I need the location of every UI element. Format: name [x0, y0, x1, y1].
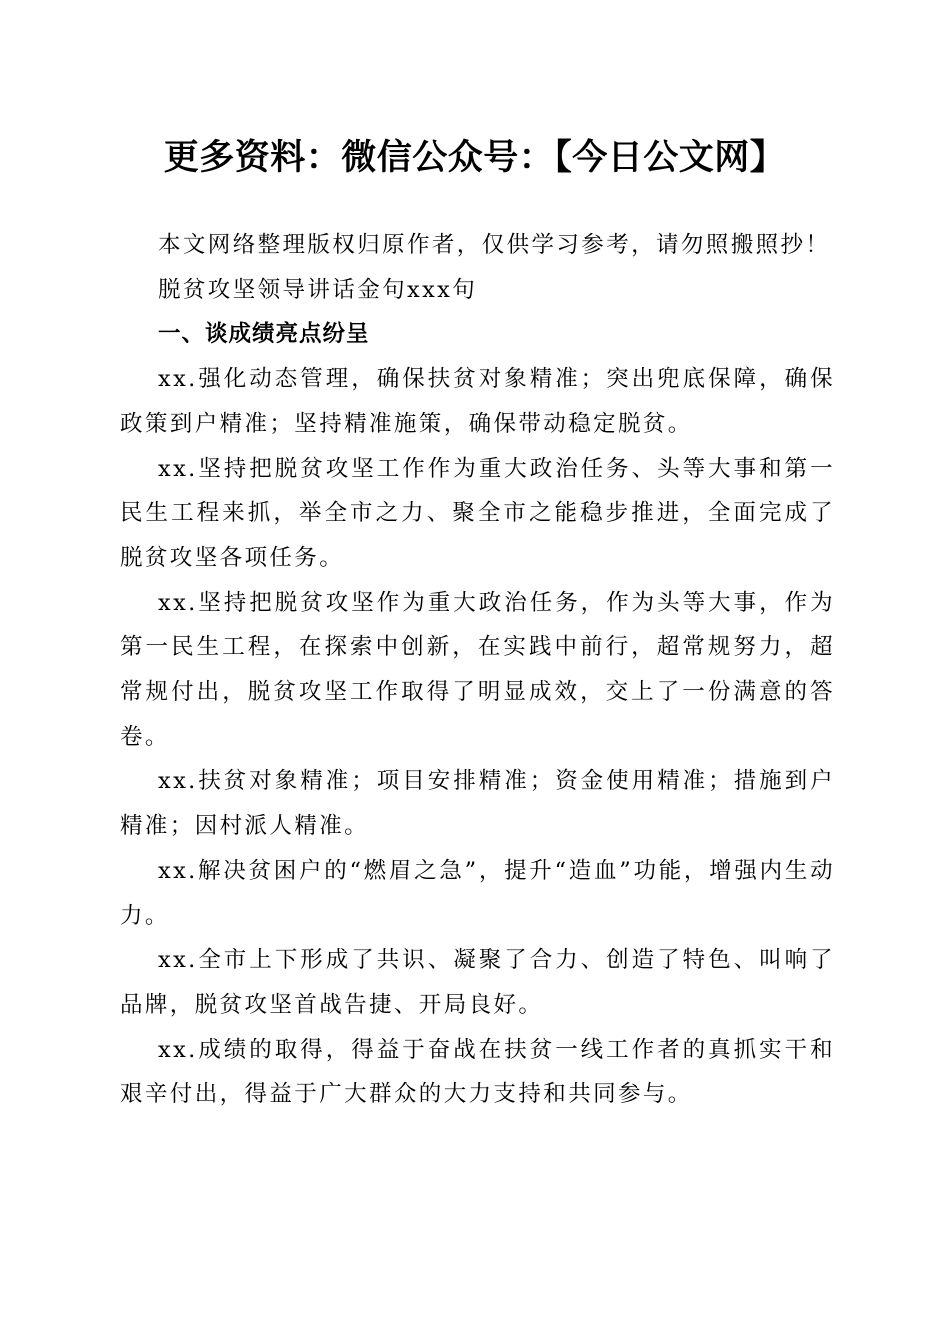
- paragraph: xx.全市上下形成了共识、凝聚了合力、创造了特色、叫响了品牌，脱贫攻坚首战告捷、开局良好。: [120, 947, 835, 1018]
- paragraph: xx.坚持把脱贫攻坚工作作为重大政治任务、头等大事和第一民生工程来抓，举全市之力、聚全市之能稳步推进，全面完成了脱贫攻坚各项任务。: [120, 455, 835, 571]
- section-heading: 一、谈成绩亮点纷呈: [158, 321, 370, 348]
- document-subtitle: 脱贫攻坚领导讲话金句xxx句: [158, 276, 478, 303]
- copyright-notice: 本文网络整理版权归原作者，仅供学习参考，请勿照搬照抄！: [158, 232, 831, 258]
- document-page: [120, 132, 835, 1117]
- document-title: 更多资料：微信公众号：【今日公文网】: [163, 137, 786, 178]
- paragraph: xx.成绩的取得，得益于奋战在扶贫一线工作者的真抓实干和艰辛付出，得益于广大群众的大力支持和共同参与。: [120, 1036, 835, 1108]
- document-body: [120, 223, 835, 1117]
- paragraph: xx.扶贫对象精准；项目安排精准；资金使用精准；措施到户精准；因村派人精准。: [120, 768, 835, 840]
- paragraph: xx.强化动态管理，确保扶贫对象精准；突出兜底保障，确保政策到户精准；坚持精准施策，确保带动稳定脱贫。: [120, 366, 835, 437]
- paragraph: xx.坚持把脱贫攻坚作为重大政治任务，作为头等大事，作为第一民生工程，在探索中创新，在实践中前行，超常规努力，超常规付出，脱贫攻坚工作取得了明显成效，交上了一份满意的答卷。: [120, 589, 835, 750]
- paragraph: xx.解决贫困户的“燃眉之急”，提升“造血”功能，增强内生动力。: [120, 857, 835, 929]
